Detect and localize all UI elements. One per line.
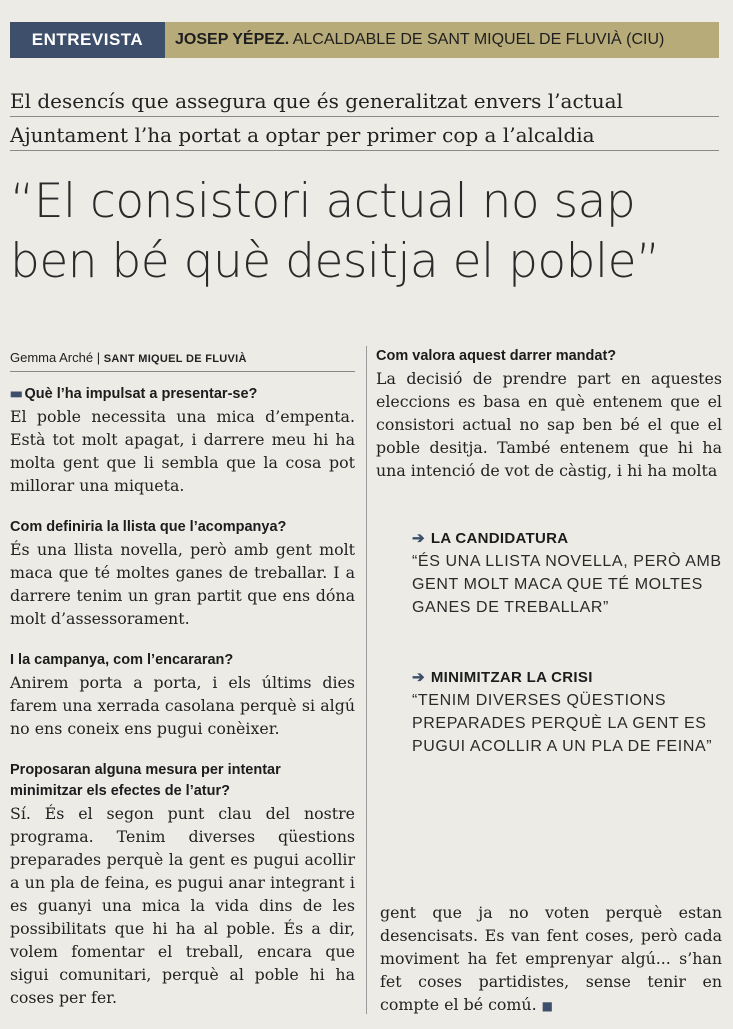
- question-5: Com valora aquest darrer mandat?: [376, 348, 617, 364]
- question-4: Proposaran alguna mesura per intentar minimitzar els efectes de l’atur?: [10, 762, 281, 799]
- answer-5-continuation: gent que ja no voten perquè estan desencisats. Es van fent coses, però cada moviment ha fet emprenyar algú... s’han fet coses partidistes, sense tenir en compte el bé comú. ■: [380, 903, 722, 1014]
- pullquote-text: “TENIM DIVERSES QÜESTIONS PREPARADES PERQUÈ LA GENT ES PUGUI ACOLLIR A UN PLA DE FEINA”: [412, 692, 713, 755]
- pullquote-label: MINIMITZAR LA CRISI: [430, 669, 593, 686]
- question-1: ■■ Què l’ha impulsat a presentar-se?: [10, 386, 258, 402]
- subtitle-line-1: El desencís que assegura que és generalitzat envers l’actual: [10, 86, 719, 117]
- answer-1: El poble necessita una mica d’empenta. Està tot molt apagat, i darrere meu hi ha molta gent que li sembla que la cosa pot millorar una miqueta.: [10, 407, 355, 495]
- interviewee-line: [165, 22, 719, 58]
- headline-line-2: ben bé què desitja el poble”: [10, 234, 660, 289]
- question-2: Com definiria la llista que l’acompanya?: [10, 519, 287, 535]
- answer-5: La decisió de prendre part en aquestes eleccions es basa en què entenem que el consistori actual no sap ben bé el que el poble desitja. També entenem que hi ha una intenció de vot de càstig, i hi ha molta: [376, 369, 722, 480]
- headline: [10, 172, 722, 292]
- interviewee-role: ALCALDABLE DE SANT MIQUEL DE FLUVIÀ (CIU): [292, 31, 665, 48]
- headline-line-1: “El consistori actual no sap: [10, 174, 636, 229]
- pullquote-text: “ÉS UNA LLISTA NOVELLA, PERÒ AMB GENT MOLT MACA QUE TÉ MOLTES GANES DE TREBALLAR”: [412, 553, 722, 616]
- question-3: I la campanya, com l’encararan?: [10, 652, 234, 668]
- left-column: [10, 346, 355, 1029]
- author: Gemma Arché: [10, 350, 94, 365]
- right-column: [376, 346, 722, 502]
- interviewee-name: JOSEP YÉPEZ.: [175, 31, 290, 48]
- byline-separator: |: [96, 350, 101, 365]
- pullquote-crisi: [412, 667, 722, 758]
- column-divider: [366, 346, 367, 1014]
- answer-2: És una llista novella, però amb gent molt maca que té moltes ganes de treballar. I a darrere tenim un gran partit que ens dóna molt d’assessorament.: [10, 540, 355, 628]
- article-header: [10, 22, 719, 58]
- answer-3: Anirem porta a porta, i els últims dies farem una xerrada casolana perquè si algú no ens coneix ens pugui conèixer.: [10, 673, 355, 738]
- section-tag: ENTREVISTA: [10, 22, 165, 58]
- answer-4: Sí. És el segon punt clau del nostre programa. Tenim diverses qüestions preparades perquè la gent es pugui acollir a un pla de feina, es pugui anar integrant i es guanyi una mica la vida dins de les possibilitats que hi ha al poble. És a dir, volem fomentar el treball, encara que sigui comunitari, perquè al poble hi ha coses per fer.: [10, 804, 355, 1007]
- byline: [10, 346, 355, 372]
- end-mark-icon: ■: [541, 999, 553, 1013]
- pullquote-label: LA CANDIDATURA: [430, 530, 569, 547]
- bullet-icon: ■■: [10, 387, 21, 401]
- subtitle-line-2: Ajuntament l’ha portat a optar per primer cop a l’alcaldia: [10, 120, 719, 151]
- arrow-icon: ➔: [412, 669, 425, 686]
- arrow-icon: ➔: [412, 530, 425, 547]
- pullquote-candidatura: [412, 528, 722, 619]
- location: SANT MIQUEL DE FLUVIÀ: [103, 353, 247, 365]
